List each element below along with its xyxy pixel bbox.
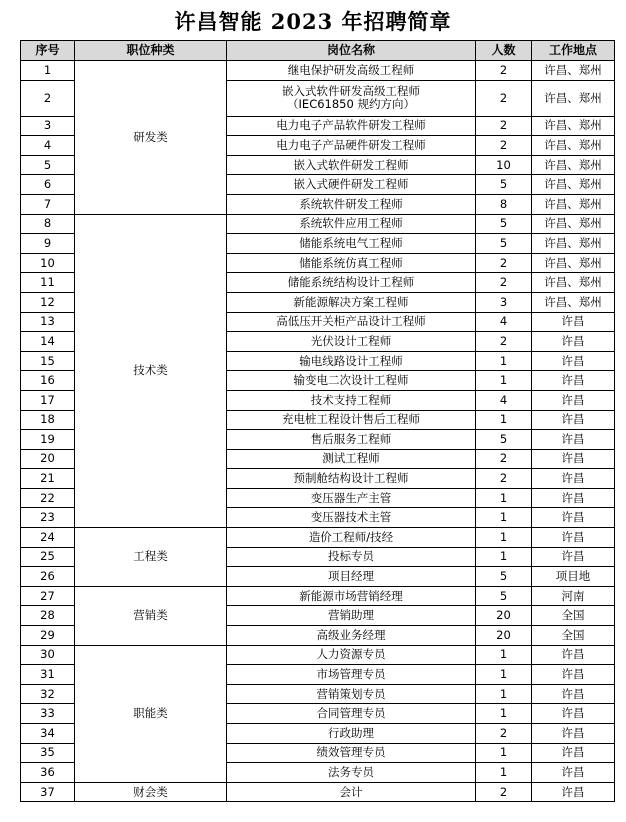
cell-location: 许昌、郑州	[532, 273, 615, 293]
cell-count: 5	[476, 586, 532, 606]
cell-count: 4	[476, 390, 532, 410]
cell-position: 市场管理专员	[227, 665, 476, 685]
cell-count: 2	[476, 782, 532, 802]
cell-location: 许昌	[532, 469, 615, 489]
cell-seq: 29	[21, 626, 75, 646]
cell-location: 许昌、郑州	[532, 61, 615, 81]
cell-seq: 9	[21, 234, 75, 254]
cell-count: 20	[476, 606, 532, 626]
cell-seq: 5	[21, 155, 75, 175]
cell-location: 许昌	[532, 390, 615, 410]
table-header-row	[21, 41, 615, 61]
cell-location: 许昌	[532, 449, 615, 469]
cell-location: 河南	[532, 586, 615, 606]
cell-seq: 1	[21, 61, 75, 81]
cell-count: 1	[476, 763, 532, 783]
cell-position: 充电桩工程设计售后工程师	[227, 410, 476, 430]
cell-count: 8	[476, 194, 532, 214]
cell-position: 投标专员	[227, 547, 476, 567]
category-cell-mkt: 营销类	[75, 586, 227, 645]
cell-position: 绩效管理专员	[227, 743, 476, 763]
cell-location: 许昌	[532, 665, 615, 685]
cell-position: 输变电二次设计工程师	[227, 371, 476, 391]
cell-count: 1	[476, 704, 532, 724]
cell-position: 嵌入式软件研发工程师	[227, 155, 476, 175]
cell-position: 人力资源专员	[227, 645, 476, 665]
cell-seq: 32	[21, 684, 75, 704]
cell-position: 高低压开关柜产品设计工程师	[227, 312, 476, 332]
cell-count: 1	[476, 371, 532, 391]
cell-seq: 24	[21, 528, 75, 548]
cell-location: 许昌	[532, 488, 615, 508]
cell-position: 预制舱结构设计工程师	[227, 469, 476, 489]
cell-location: 许昌	[532, 743, 615, 763]
cell-location: 许昌	[532, 547, 615, 567]
cell-count: 4	[476, 312, 532, 332]
cell-count: 1	[476, 528, 532, 548]
cell-count: 5	[476, 214, 532, 234]
category-cell-eng: 工程类	[75, 528, 227, 587]
cell-seq: 13	[21, 312, 75, 332]
recruitment-table	[20, 40, 615, 802]
cell-position: 变压器技术主管	[227, 508, 476, 528]
table-row	[21, 645, 615, 665]
cell-seq: 27	[21, 586, 75, 606]
cell-location: 许昌、郑州	[532, 116, 615, 136]
cell-seq: 3	[21, 116, 75, 136]
cell-position: 售后服务工程师	[227, 430, 476, 450]
cell-seq: 16	[21, 371, 75, 391]
cell-location: 许昌	[532, 312, 615, 332]
cell-count: 2	[476, 724, 532, 744]
cell-location: 许昌	[532, 410, 615, 430]
cell-position: 嵌入式硬件研发工程师	[227, 175, 476, 195]
cell-count: 5	[476, 234, 532, 254]
cell-count: 2	[476, 253, 532, 273]
cell-location: 许昌	[532, 704, 615, 724]
cell-seq: 12	[21, 292, 75, 312]
cell-seq: 33	[21, 704, 75, 724]
header-position: 岗位名称	[227, 41, 476, 61]
cell-seq: 37	[21, 782, 75, 802]
table-row	[21, 586, 615, 606]
cell-location: 许昌、郑州	[532, 136, 615, 156]
cell-seq: 31	[21, 665, 75, 685]
cell-position	[227, 80, 476, 116]
cell-seq: 22	[21, 488, 75, 508]
cell-position: 储能系统结构设计工程师	[227, 273, 476, 293]
cell-count: 2	[476, 449, 532, 469]
cell-count: 2	[476, 332, 532, 352]
cell-position: 会计	[227, 782, 476, 802]
cell-position: 技术支持工程师	[227, 390, 476, 410]
cell-location: 许昌	[532, 528, 615, 548]
cell-seq: 6	[21, 175, 75, 195]
cell-count: 2	[476, 116, 532, 136]
cell-location: 许昌、郑州	[532, 253, 615, 273]
page-title: 许昌智能 2023 年招聘简章	[174, 9, 452, 34]
cell-count: 2	[476, 273, 532, 293]
cell-seq: 10	[21, 253, 75, 273]
cell-location: 许昌、郑州	[532, 234, 615, 254]
cell-location: 许昌、郑州	[532, 194, 615, 214]
cell-position: 营销策划专员	[227, 684, 476, 704]
cell-position: 系统软件研发工程师	[227, 194, 476, 214]
cell-count: 2	[476, 80, 532, 116]
cell-count: 1	[476, 488, 532, 508]
cell-location: 许昌	[532, 684, 615, 704]
cell-seq: 15	[21, 351, 75, 371]
table-row	[21, 528, 615, 548]
cell-location: 许昌	[532, 371, 615, 391]
cell-location: 许昌	[532, 332, 615, 352]
cell-seq: 17	[21, 390, 75, 410]
cell-location: 许昌	[532, 724, 615, 744]
cell-location: 许昌、郑州	[532, 155, 615, 175]
cell-position: 法务专员	[227, 763, 476, 783]
cell-location: 许昌、郑州	[532, 175, 615, 195]
cell-location: 许昌	[532, 351, 615, 371]
table-row	[21, 61, 615, 81]
cell-location: 许昌	[532, 430, 615, 450]
cell-seq: 4	[21, 136, 75, 156]
table-row	[21, 214, 615, 234]
cell-location: 项目地	[532, 567, 615, 587]
category-cell-rd: 研发类	[75, 61, 227, 215]
cell-position: 储能系统仿真工程师	[227, 253, 476, 273]
cell-seq: 18	[21, 410, 75, 430]
cell-location: 许昌、郑州	[532, 80, 615, 116]
category-cell-fin: 财会类	[75, 782, 227, 802]
cell-position: 高级业务经理	[227, 626, 476, 646]
cell-count: 1	[476, 665, 532, 685]
cell-location: 许昌	[532, 645, 615, 665]
header-location: 工作地点	[532, 41, 615, 61]
cell-position: 合同管理专员	[227, 704, 476, 724]
cell-count: 10	[476, 155, 532, 175]
cell-count: 2	[476, 469, 532, 489]
cell-position: 输电线路设计工程师	[227, 351, 476, 371]
header-seq: 序号	[21, 41, 75, 61]
cell-position: 电力电子产品硬件研发工程师	[227, 136, 476, 156]
cell-position: 电力电子产品软件研发工程师	[227, 116, 476, 136]
cell-seq: 2	[21, 80, 75, 116]
cell-location: 许昌、郑州	[532, 292, 615, 312]
cell-location: 许昌	[532, 782, 615, 802]
position-line-1: 嵌入式软件研发高级工程师	[282, 84, 420, 99]
cell-count: 1	[476, 684, 532, 704]
cell-position: 新能源解决方案工程师	[227, 292, 476, 312]
cell-seq: 36	[21, 763, 75, 783]
cell-position: 储能系统电气工程师	[227, 234, 476, 254]
cell-seq: 23	[21, 508, 75, 528]
position-line-2: （IEC61850 规约方向）	[287, 97, 415, 112]
cell-seq: 28	[21, 606, 75, 626]
cell-position: 变压器生产主管	[227, 488, 476, 508]
cell-position: 系统软件应用工程师	[227, 214, 476, 234]
cell-count: 2	[476, 136, 532, 156]
cell-position: 测试工程师	[227, 449, 476, 469]
cell-position: 造价工程师/技经	[227, 528, 476, 548]
cell-count: 5	[476, 175, 532, 195]
cell-position: 营销助理	[227, 606, 476, 626]
cell-location: 许昌、郑州	[532, 214, 615, 234]
cell-seq: 30	[21, 645, 75, 665]
cell-count: 1	[476, 547, 532, 567]
cell-position: 项目经理	[227, 567, 476, 587]
cell-seq: 7	[21, 194, 75, 214]
cell-seq: 35	[21, 743, 75, 763]
cell-seq: 25	[21, 547, 75, 567]
cell-count: 1	[476, 508, 532, 528]
header-category: 职位种类	[75, 41, 227, 61]
cell-count: 1	[476, 351, 532, 371]
cell-position: 新能源市场营销经理	[227, 586, 476, 606]
cell-count: 3	[476, 292, 532, 312]
cell-count: 1	[476, 410, 532, 430]
cell-location: 全国	[532, 626, 615, 646]
cell-count: 2	[476, 61, 532, 81]
cell-location: 全国	[532, 606, 615, 626]
cell-count: 1	[476, 743, 532, 763]
header-count: 人数	[476, 41, 532, 61]
cell-count: 1	[476, 645, 532, 665]
cell-count: 5	[476, 430, 532, 450]
cell-position: 行政助理	[227, 724, 476, 744]
category-cell-tech: 技术类	[75, 214, 227, 528]
cell-location: 许昌	[532, 763, 615, 783]
table-row	[21, 782, 615, 802]
cell-count: 20	[476, 626, 532, 646]
cell-seq: 8	[21, 214, 75, 234]
cell-location: 许昌	[532, 508, 615, 528]
category-cell-func: 职能类	[75, 645, 227, 782]
cell-seq: 26	[21, 567, 75, 587]
cell-seq: 11	[21, 273, 75, 293]
cell-seq: 19	[21, 430, 75, 450]
cell-seq: 14	[21, 332, 75, 352]
cell-seq: 21	[21, 469, 75, 489]
cell-position: 继电保护研发高级工程师	[227, 61, 476, 81]
cell-position: 光伏设计工程师	[227, 332, 476, 352]
cell-seq: 34	[21, 724, 75, 744]
cell-seq: 20	[21, 449, 75, 469]
cell-count: 5	[476, 567, 532, 587]
